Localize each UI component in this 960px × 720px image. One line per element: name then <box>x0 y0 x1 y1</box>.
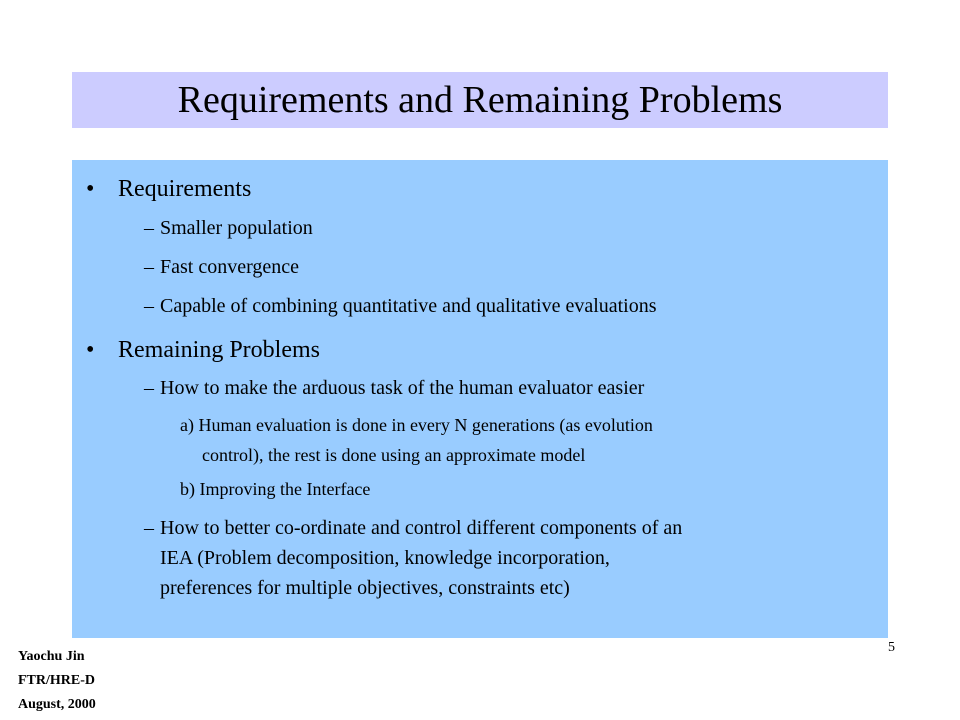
sub-item-text: b) Improving the Interface <box>180 479 371 499</box>
sub-item-text: control), the rest is done using an approximate model <box>202 445 586 465</box>
list-item-text: Fast convergence <box>160 256 300 278</box>
section-heading: Requirements <box>118 176 252 202</box>
page-number: 5 <box>888 640 895 655</box>
dash-icon: – <box>144 517 154 539</box>
list-item-text: IEA (Problem decomposition, knowledge incorporation, <box>160 547 610 569</box>
footer-org: FTR/HRE-D <box>18 673 95 688</box>
footer-author: Yaochu Jin <box>18 649 85 664</box>
dash-icon: – <box>144 217 154 239</box>
list-item-text: How to better co-ordinate and control different components of an <box>160 517 683 539</box>
dash-icon: – <box>144 295 154 317</box>
bullet-icon: • <box>86 176 95 202</box>
list-item-text: preferences for multiple objectives, constraints etc) <box>160 577 570 599</box>
list-item-text: Smaller population <box>160 217 313 239</box>
list-item-text: How to make the arduous task of the human evaluator easier <box>160 377 645 399</box>
dash-icon: – <box>144 377 154 399</box>
slide-title: Requirements and Remaining Problems <box>177 79 783 121</box>
bullet-icon: • <box>86 337 95 363</box>
section-heading: Remaining Problems <box>118 337 320 363</box>
list-item-text: Capable of combining quantitative and qualitative evaluations <box>160 295 657 317</box>
footer-date: August, 2000 <box>18 697 96 712</box>
footer <box>18 645 96 717</box>
sub-item-text: a) Human evaluation is done in every N generations (as evolution <box>180 415 653 435</box>
title-bar <box>72 72 888 128</box>
dash-icon: – <box>144 256 154 278</box>
content-box <box>72 160 888 638</box>
